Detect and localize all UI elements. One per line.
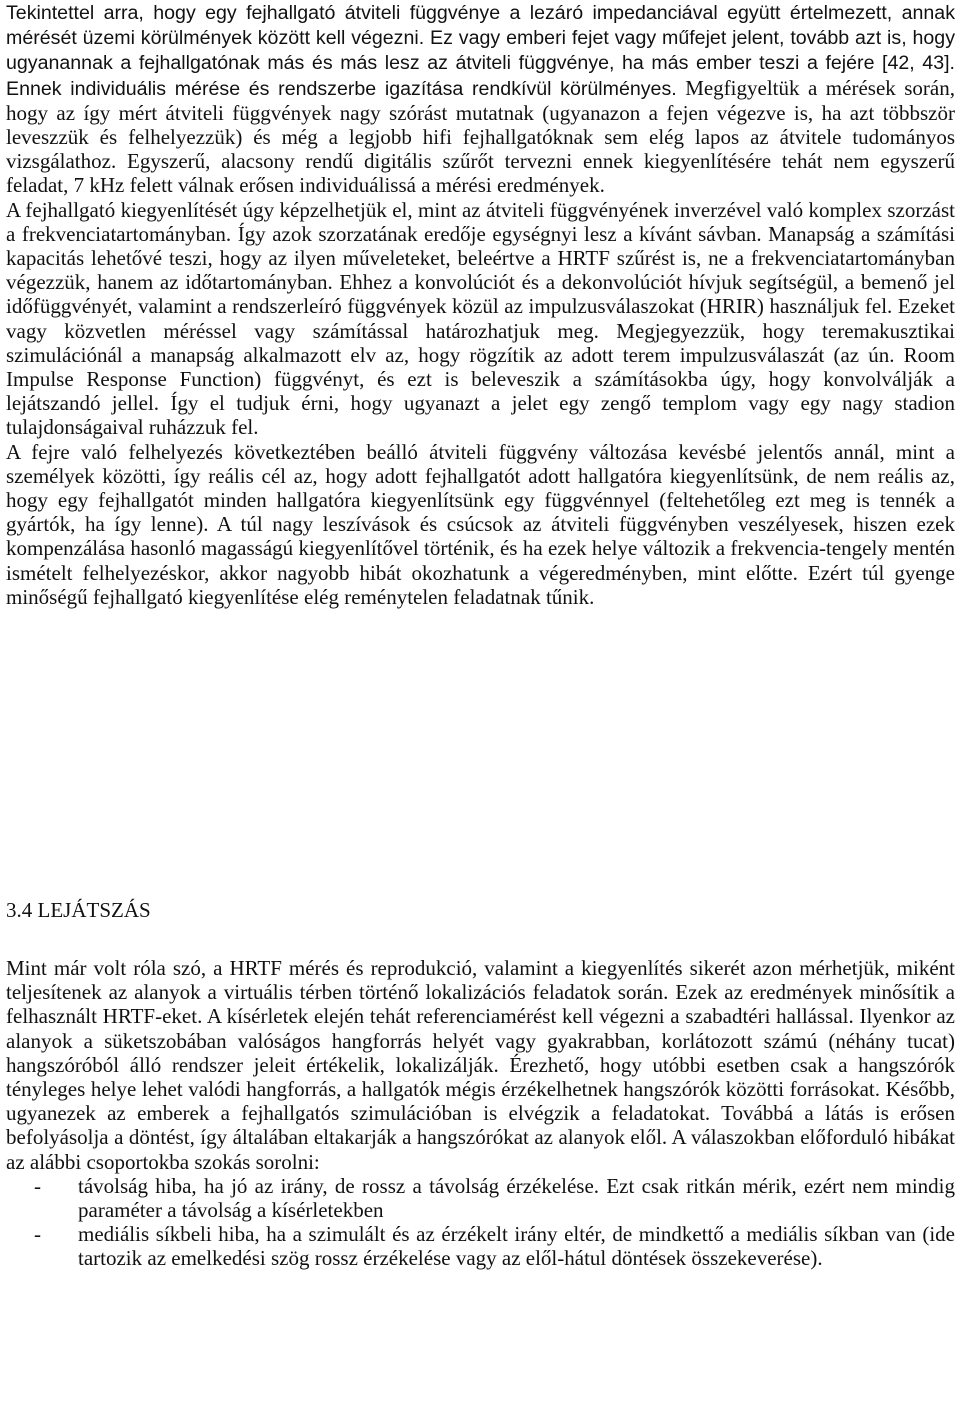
error-types-list: [6, 1174, 955, 1271]
paragraph-equalization: A fejhallgató kiegyenlítését úgy képzelhetjük el, mint az átviteli függvényének inverzével való komplex szorzást a frekvenciatartományban. Így azok szorzatának eredője egységnyi lesz a kívánt sávban. Manapság a számítási kapacitás lehetővé teszi, hogy az ilyen műveleteket, beleértve a HRTF szűrést is, ne a frekvenciatartományban végezzük, hanem az időtartományban. Ehhez a konvolúciót és a dekonvolúciót hívjuk segítségül, a bemenő jel időfüggvényét, valamint a rendszerleíró függvények közül az impulzusválaszokat (HRIR) használjuk fel. Ezeket vagy közvetlen méréssel vagy számítással határozhatjuk meg. Megjegyezzük, hogy teremakusztikai szimulációnál a manapság alkalmazott elv az, hogy rögzítik az adott terem impulzusválaszát (az ún. Room Impulse Response Function) függvényt, és ezt is beleveszik a számításokba úgy, hogy konvolválják a lejátszandó jellel. Így el tudjuk érni, hogy ugyanazt a jelet egy zengő templom vagy egy nagy stadion tulajdonságaival ruházzuk fel.: [6, 197, 955, 440]
list-bullet-marker: -: [34, 1173, 41, 1198]
paragraph-serif-segment: Megfigyeltük a mérések során, hogy az így mért átviteli függvények nagy szórást mutatnak (ugyanazon a fejen végezve is, ha azt többször leveszzük és felhelyezzük) és még a legjobb hifi fejhallgatóknak sem elég lapos az átvitele tudományos vizsgálathoz. Egyszerű, alacsony rendű digitális szűrőt tervezni ennek kiegyenlítésére tehát nem egyszerű feladat, 7 kHz felett válnak erősen individuálissá a mérési eredmények.: [6, 75, 955, 198]
paragraph-fitting-variation: A fejre való felhelyezés következtében beálló átviteli függvény változása kevésbé jelentős annál, mint a személyek közötti, így reális cél az, hogy adott fejhallgatót adott hallgatóra kiegyenlítsünk, de nem reális az, hogy egy fejhallgatót minden hallgatóra kiegyenlítsünk egy függvénnyel (feltehetőleg ezt meg is tennék a gyártók, ha így lenne). A túl nagy leszívások és csúcsok az átviteli függvényben veszélyesek, hiszen ezek kompenzálása hasonló magasságú kiegyenlítővel történik, és ha ezek helye változik a frekvencia-tengely mentén ismételt felhelyezéskor, akkor nagyobb hibát okozhatunk a végeredményben, mint előtte. Ezért túl gyenge minőségű fejhallgató kiegyenlítése elég reménytelen feladatnak tűnik.: [6, 439, 955, 609]
section-body: [6, 956, 955, 1271]
document-page: [6, 0, 955, 1271]
list-bullet-marker: -: [34, 1222, 41, 1247]
list-item-text: távolság hiba, ha jó az irány, de rossz a távolság érzékelése. Ezt csak ritkán mérik, ezért nem mindig paraméter a távolság a kísérletekben: [78, 1173, 955, 1223]
section-heading: 3.4 LEJÁTSZÁS: [6, 898, 151, 922]
paragraph-headphone-measurement: [6, 0, 955, 198]
list-item: [6, 1174, 955, 1222]
paragraph-playback-intro: Mint már volt róla szó, a HRTF mérés és reprodukció, valamint a kiegyenlítés sikerét azon mérhetjük, miként teljesítenek az alanyok a virtuális térben történő lokalizációs feladatok során. Ezek az eredmények minősítik a felhasznált HRTF-eket. A kísérletek elején tehát referenciamérést kell végezni a szabadtéri hallással. Ilyenkor az alanyok a süketszobában valóságos hangforrás helyét vagy gyakrabban, korlátozott számú (néhány tucat) hangszóróból álló rendszer jeleit értékelik, lokalizálják. Érezhető, hogy utóbbi esetben csak a hangszórók tényleges helye lehet valódi hangforrás, a hallgatók mégis érzékelhetnek hangszórók közötti forrásokat. Később, ugyanezek az emberek a fejhallgatós szimulációban is elvégzik a feladatokat. Továbbá a látás is erősen befolyásolja a döntést, így általában eltakarják a hangszórókat az alanyok elől. A válaszokban előforduló hibákat az alábbi csoportokba szokás sorolni:: [6, 956, 955, 1174]
list-item: [6, 1222, 955, 1270]
list-item-text: mediális síkbeli hiba, ha a szimulált és az érzékelt irány eltér, de mindkettő a mediális síkban van (ide tartozik az emelkedési szög rossz érzékelése vagy az elől-hátul döntések összekeverése).: [78, 1222, 955, 1271]
paragraph-sans-segment: Tekintettel arra, hogy egy fejhallgató átviteli függvénye a lezáró impedanciával együtt értelmezett, annak mérését üzemi körülmények között kell végezni. Ez vagy emberi fejet vagy műfejet jelent, tovább azt is, hogy ugyanannak a fejhallgatónak más és más lesz az átviteli függvénye, ha más ember teszi a fejére [42, 43]. Ennek individuális mérése és rendszerbe igazítása rendkívül körülményes.: [6, 2, 955, 100]
